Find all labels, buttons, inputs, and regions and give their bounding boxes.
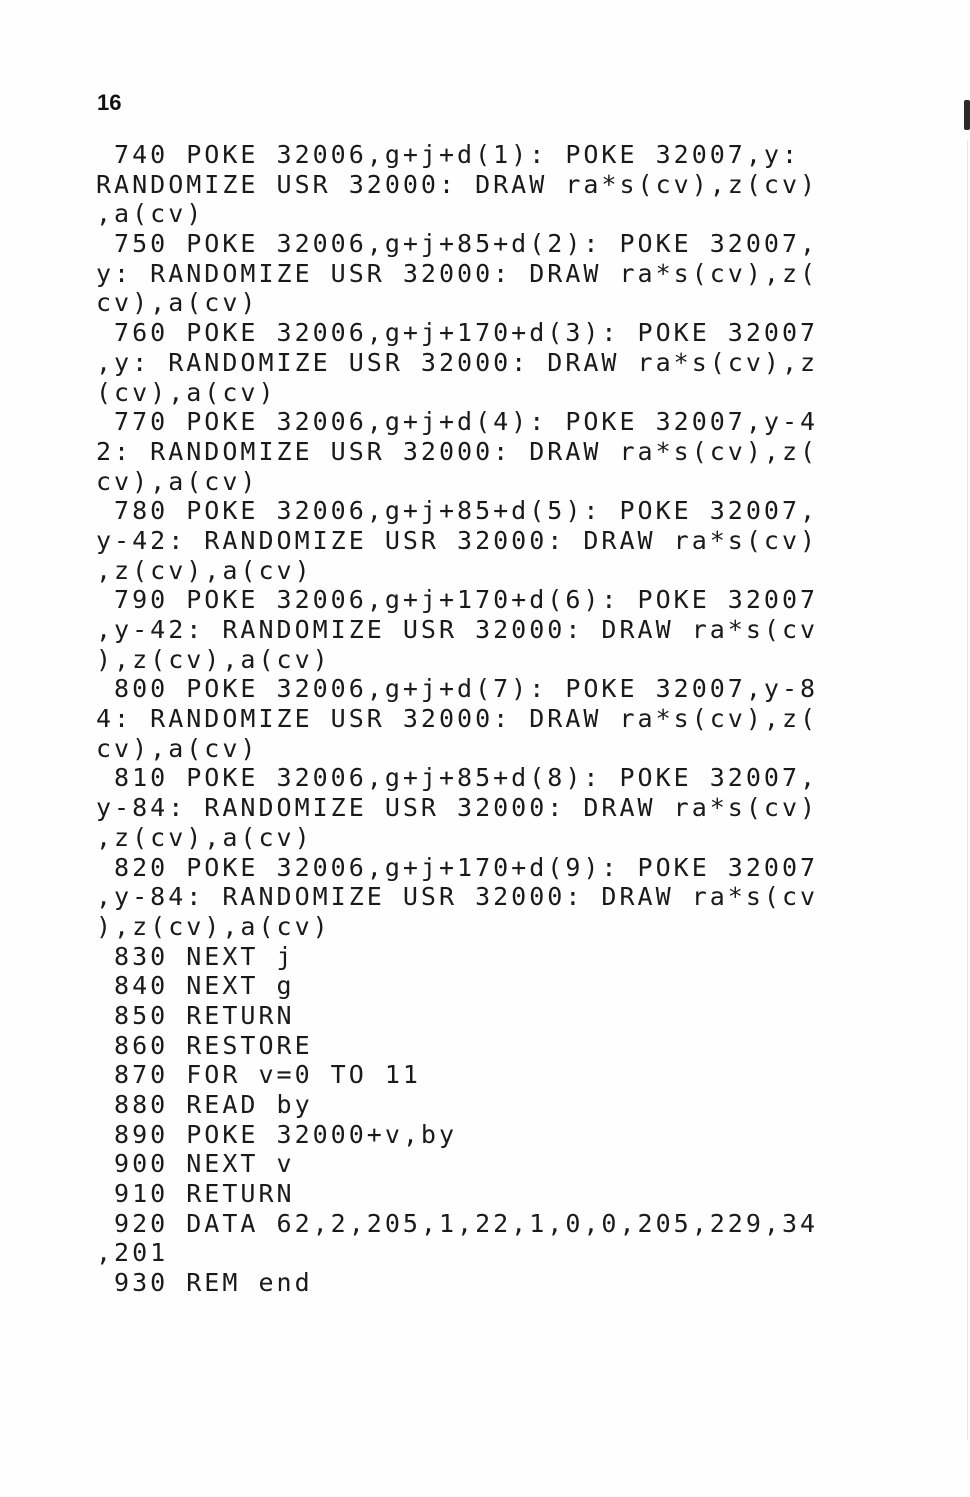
code-line: 810 POKE 32006,g+j+85+d(8): POKE 32007,	[96, 763, 819, 793]
code-line: 2: RANDOMIZE USR 32000: DRAW ra*s(cv),z(	[96, 436, 819, 466]
code-line: 750 POKE 32006,g+j+85+d(2): POKE 32007,	[96, 229, 819, 259]
code-line: 820 POKE 32006,g+j+170+d(9): POKE 32007	[96, 852, 819, 882]
page-edge-shadow	[967, 140, 968, 1440]
code-line: 840 NEXT g	[96, 971, 295, 1001]
code-line: 740 POKE 32006,g+j+d(1): POKE 32007,y:	[96, 140, 800, 169]
code-line: ,y-42: RANDOMIZE USR 32000: DRAW ra*s(cv	[96, 615, 819, 644]
code-line: cv),a(cv)	[96, 288, 259, 318]
code-line: y-84: RANDOMIZE USR 32000: DRAW ra*s(cv)	[96, 793, 819, 823]
code-line: ,y: RANDOMIZE USR 32000: DRAW ra*s(cv),z	[96, 347, 819, 377]
code-line: 4: RANDOMIZE USR 32000: DRAW ra*s(cv),z(	[96, 704, 819, 734]
code-line: ,z(cv),a(cv)	[96, 555, 313, 585]
code-line: RANDOMIZE USR 32000: DRAW ra*s(cv),z(cv)	[96, 169, 819, 199]
code-line: 790 POKE 32006,g+j+170+d(6): POKE 32007	[96, 585, 819, 615]
code-line: 920 DATA 62,2,205,1,22,1,0,0,205,229,34	[96, 1208, 819, 1238]
binding-edge-mark	[964, 100, 970, 130]
code-line: 900 NEXT v	[96, 1149, 295, 1179]
code-line: (cv),a(cv)	[96, 377, 277, 407]
code-line: 860 RESTORE	[96, 1030, 313, 1060]
code-line: 800 POKE 32006,g+j+d(7): POKE 32007,y-8	[96, 674, 819, 704]
code-line: 830 NEXT j	[96, 941, 295, 971]
code-line: 870 FOR v=0 TO 11	[96, 1060, 421, 1090]
code-line: ,y-84: RANDOMIZE USR 32000: DRAW ra*s(cv	[96, 882, 819, 912]
code-line: ,z(cv),a(cv)	[96, 822, 313, 852]
basic-program-listing	[96, 140, 836, 1298]
page-number: 16	[97, 90, 122, 115]
code-line: ),z(cv),a(cv)	[96, 644, 331, 674]
code-line: y: RANDOMIZE USR 32000: DRAW ra*s(cv),z(	[96, 258, 819, 288]
code-line: 850 RETURN	[96, 1000, 295, 1030]
code-line: 880 READ by	[96, 1090, 313, 1119]
code-line: 760 POKE 32006,g+j+170+d(3): POKE 32007	[96, 318, 819, 348]
code-line: 930 REM end	[96, 1268, 313, 1298]
code-line: cv),a(cv)	[96, 733, 259, 763]
code-line: cv),a(cv)	[96, 466, 259, 496]
code-line: 770 POKE 32006,g+j+d(4): POKE 32007,y-4	[96, 407, 819, 437]
code-line: ),z(cv),a(cv)	[96, 911, 331, 941]
code-line: ,201	[96, 1238, 169, 1268]
code-line: y-42: RANDOMIZE USR 32000: DRAW ra*s(cv)	[96, 525, 819, 555]
code-line: ,a(cv)	[96, 199, 205, 229]
code-line: 890 POKE 32000+v,by	[96, 1119, 458, 1149]
code-line: 780 POKE 32006,g+j+85+d(5): POKE 32007,	[96, 496, 819, 526]
code-line: 910 RETURN	[96, 1179, 295, 1209]
